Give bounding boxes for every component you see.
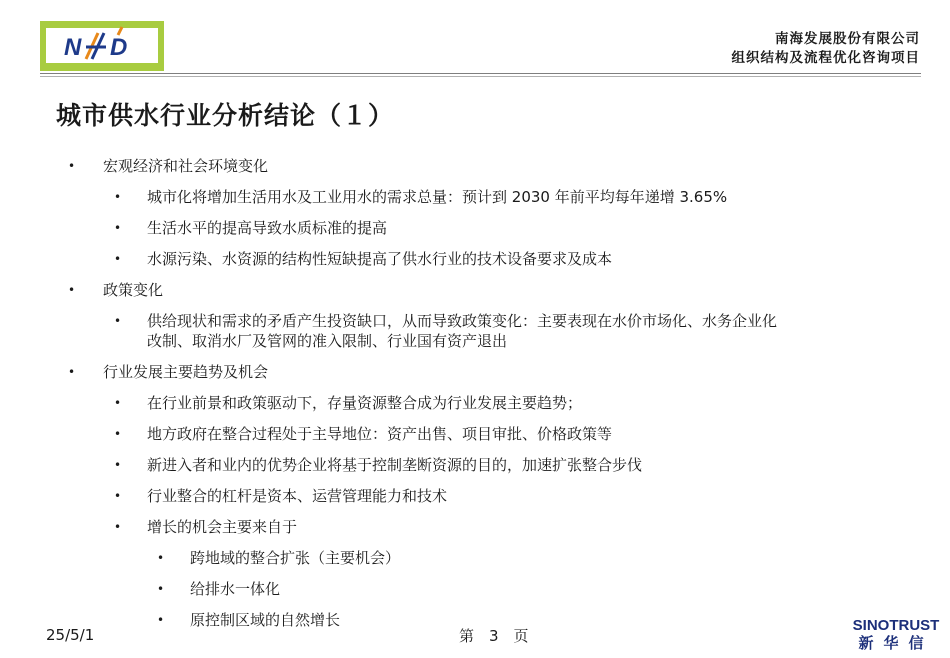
bullet-text: 增长的机会主要来自于 xyxy=(147,518,298,536)
bullet-text: 原控制区域的自然增长 xyxy=(190,611,341,629)
bullet-icon: • xyxy=(114,221,122,235)
nhd-logo-icon xyxy=(40,21,164,71)
bullet-text: 行业整合的杠杆是资本、运营管理能力和技术 xyxy=(147,487,448,505)
bullet-text: 新进入者和业内的优势企业将基于控制垄断资源的目的，加速扩张整合步伐 xyxy=(147,456,643,474)
bullet-icon: • xyxy=(114,396,122,410)
bullet-icon: • xyxy=(114,520,122,534)
bullet-text: 在行业前景和政策驱动下，存量资源整合成为行业发展主要趋势； xyxy=(147,394,583,412)
bullet-icon: • xyxy=(68,365,76,379)
company-name: 南海发展股份有限公司 xyxy=(775,31,920,47)
svg-text:N: N xyxy=(64,34,82,61)
bullet-text: 宏观经济和社会环境变化 xyxy=(103,157,269,175)
page-number: 第 3 页 xyxy=(459,627,529,645)
brand-logo xyxy=(852,618,940,652)
bullet-icon: • xyxy=(114,252,122,266)
project-name: 组织结构及流程优化咨询项目 xyxy=(731,50,920,66)
bullet-icon: • xyxy=(114,314,122,328)
bullet-icon: • xyxy=(157,551,165,565)
brand-name-cn: 新华信 xyxy=(858,634,934,652)
bullet-text-multiline xyxy=(147,311,877,351)
bullet-text-line: 供给现状和需求的矛盾产生投资缺口，从而导致政策变化：主要表现在水价市场化、水务企业化 xyxy=(147,312,778,330)
bullet-text: 行业发展主要趋势及机会 xyxy=(103,363,269,381)
footer-date: 25/5/1 xyxy=(46,626,95,644)
company-header xyxy=(732,30,921,68)
bullet-icon: • xyxy=(114,489,122,503)
bullet-text-line: 改制、取消水厂及管网的准入限制、行业国有资产退出 xyxy=(147,332,508,350)
bullet-text: 地方政府在整合过程处于主导地位：资产出售、项目审批、价格政策等 xyxy=(147,425,613,443)
header-divider-secondary xyxy=(40,76,921,77)
bullet-icon: • xyxy=(114,190,122,204)
bullet-text: 水源污染、水资源的结构性短缺提高了供水行业的技术设备要求及成本 xyxy=(147,250,613,268)
bullet-icon: • xyxy=(157,613,165,627)
bullet-text: 跨地域的整合扩张（主要机会） xyxy=(190,549,401,567)
svg-text:D: D xyxy=(110,34,128,61)
company-logo xyxy=(40,21,164,71)
bullet-icon: • xyxy=(114,458,122,472)
bullet-text: 政策变化 xyxy=(103,281,164,299)
bullet-icon: • xyxy=(114,427,122,441)
bullet-text: 给排水一体化 xyxy=(190,580,281,598)
bullet-icon: • xyxy=(157,582,165,596)
bullet-icon: • xyxy=(68,283,76,297)
bullet-icon: • xyxy=(68,159,76,173)
header-divider xyxy=(40,73,921,74)
bullet-text: 生活水平的提高导致水质标准的提高 xyxy=(147,219,388,237)
brand-name-en: SINOTRUST xyxy=(852,617,940,634)
slide-title: 城市供水行业分析结论（１） xyxy=(56,101,395,130)
bullet-text: 城市化将增加生活用水及工业用水的需求总量：预计到 2030 年前平均每年递增 3.65% xyxy=(147,188,728,206)
